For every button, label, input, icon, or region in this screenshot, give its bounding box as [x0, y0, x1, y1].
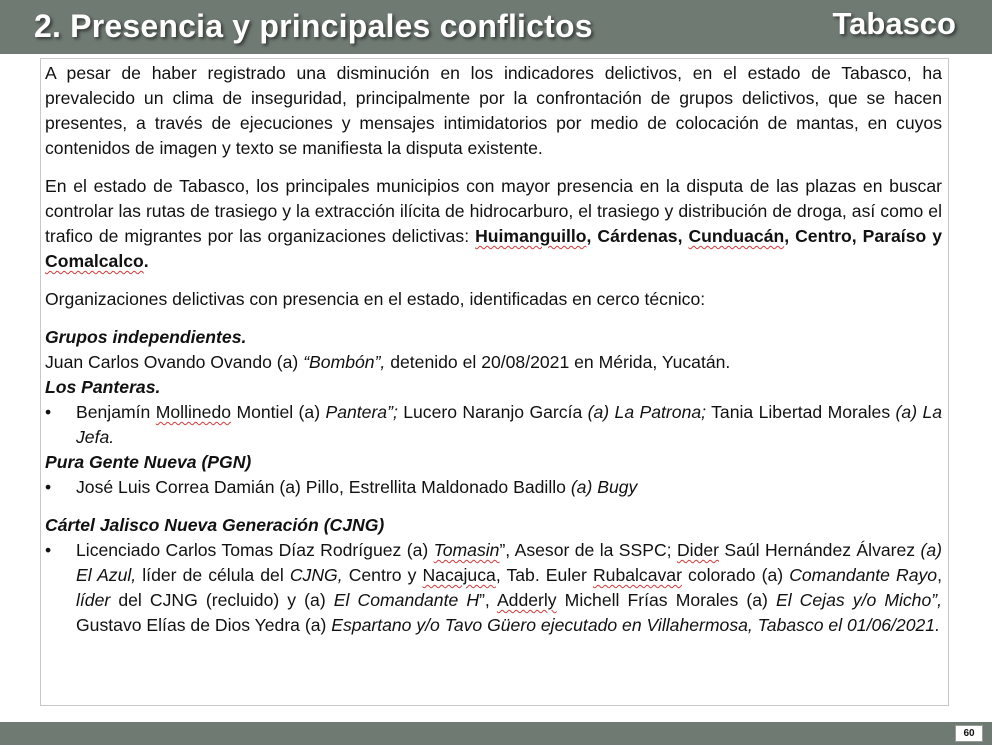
bullet-marker: • — [45, 402, 52, 422]
alias-la-patrona: (a) La Patrona; — [587, 402, 707, 422]
municipio-cunduacan: Cunduacán — [688, 226, 785, 246]
list-item-pgn — [45, 475, 942, 500]
text-run: líder — [76, 590, 111, 610]
municipio-rest: , Centro, Paraíso y — [784, 226, 942, 246]
municipio-cardenas: Cárdenas — [597, 226, 678, 246]
group-heading-cjng: Cártel Jalisco Nueva Generación (CJNG) — [45, 515, 385, 535]
bullet-marker: • — [45, 477, 52, 497]
municipio-end: . — [143, 251, 149, 271]
group-heading-panteras: Los Panteras. — [45, 377, 161, 397]
paragraph-organizaciones: Organizaciones delictivas con presencia en el estado, identificadas en cerco técnico: — [45, 289, 706, 309]
municipio-sep-1: , — [586, 226, 598, 246]
municipio-comalcalco: Comalcalco — [45, 251, 144, 271]
alias-el-azul: (a) El Azul, — [76, 540, 942, 585]
alias-espartano: Espartano y/o Tavo Güero ejecutado en Villahermosa, Tabasco el 01/06/2021. — [331, 615, 940, 635]
text-run: detenido el 20/08/2021 en Mérida, Yucatán. — [385, 352, 731, 372]
municipio-huimanguillo: Huimanguillo — [475, 226, 587, 246]
state-label: Tabasco — [832, 6, 956, 41]
text-run: Gustavo Elías de Dios Yedra (a) — [76, 615, 332, 635]
document-body — [45, 61, 942, 638]
footer-bar — [0, 722, 992, 745]
paragraph-municipios — [45, 174, 942, 274]
text-run: , — [937, 565, 942, 585]
text-run: Saúl Hernández Álvarez — [719, 540, 921, 560]
alias-la-jefa: (a) La Jefa. — [76, 402, 943, 447]
bullet-marker: • — [45, 540, 52, 560]
group-heading-independientes: Grupos independientes. — [45, 327, 247, 347]
municipios-intro: En el estado de Tabasco, los principales municipios con mayor presencia en la disputa de las plazas en buscar controlar las rutas de trasiego y la extracción ilícita de hidrocarburo, el trasiego y distribución de droga, así como el trafico de migrantes por las organizaciones delictivas: — [45, 176, 942, 246]
paragraph-intro: A pesar de haber registrado una disminución en los indicadores delictivos, en el estado de Tabasco, ha prevalecido un clima de inseguridad, principalmente por la confrontación de grupos delictivos, que se hacen presentes, a través de ejecuciones y mensajes intimidatorios por medio de colocación de mantas, en cuyos contenidos de imagen y texto se manifiesta la disputa existente. — [45, 63, 942, 158]
text-run: Michell Frías Morales (a) — [556, 590, 776, 610]
municipio-sep-2: , — [677, 226, 689, 246]
text-run: ”, Asesor de la SSPC; — [499, 540, 677, 560]
alias-bombon: “Bombón”, — [303, 352, 386, 372]
text-run: Adderly — [496, 590, 557, 610]
group-heading-pgn: Pura Gente Nueva (PGN) — [45, 452, 252, 472]
slide-title: 2. Presencia y principales conflictos — [34, 8, 593, 44]
alias-tomasin: Tomasin — [433, 540, 500, 560]
group-line-independientes — [45, 350, 942, 375]
text-run: ”, — [479, 590, 497, 610]
text-run: colorado (a) — [681, 565, 790, 585]
text-run: , Tab. Euler — [495, 565, 593, 585]
page-number: 60 — [955, 725, 983, 742]
alias-pantera: Pantera”; — [325, 402, 398, 422]
text-run: Benjamín — [76, 402, 156, 422]
text-run: Rubalcavar — [592, 565, 682, 585]
text-run: Lucero Naranjo García — [397, 402, 588, 422]
alias-bugy: (a) Bugy — [570, 477, 638, 497]
text-run: Licenciado Carlos Tomas Díaz Rodríguez (a) — [76, 540, 434, 560]
text-run: Nacajuca — [422, 565, 496, 585]
text-run: Montiel (a) — [231, 402, 326, 422]
alias-comandante-h: El Comandante H — [333, 590, 480, 610]
list-item-cjng — [45, 538, 942, 638]
text-run: CJNG, — [289, 565, 343, 585]
header-bar — [0, 0, 992, 54]
alias-comandante-rayo: Comandante Rayo — [789, 565, 938, 585]
list-item-panteras — [45, 400, 942, 450]
text-run: José Luis Correa Damián (a) Pillo, Estrellita Maldonado Badillo — [76, 477, 571, 497]
text-run: líder de célula del — [136, 565, 290, 585]
text-run: Tania Libertad Morales — [706, 402, 896, 422]
text-run: Dider — [676, 540, 719, 560]
text-run: Mollinedo — [155, 402, 232, 422]
text-run: Centro y — [342, 565, 423, 585]
alias-el-cejas: El Cejas y/o Micho”, — [775, 590, 942, 610]
text-run: Juan Carlos Ovando Ovando (a) — [45, 352, 304, 372]
text-run: del CJNG (recluido) y (a) — [110, 590, 334, 610]
